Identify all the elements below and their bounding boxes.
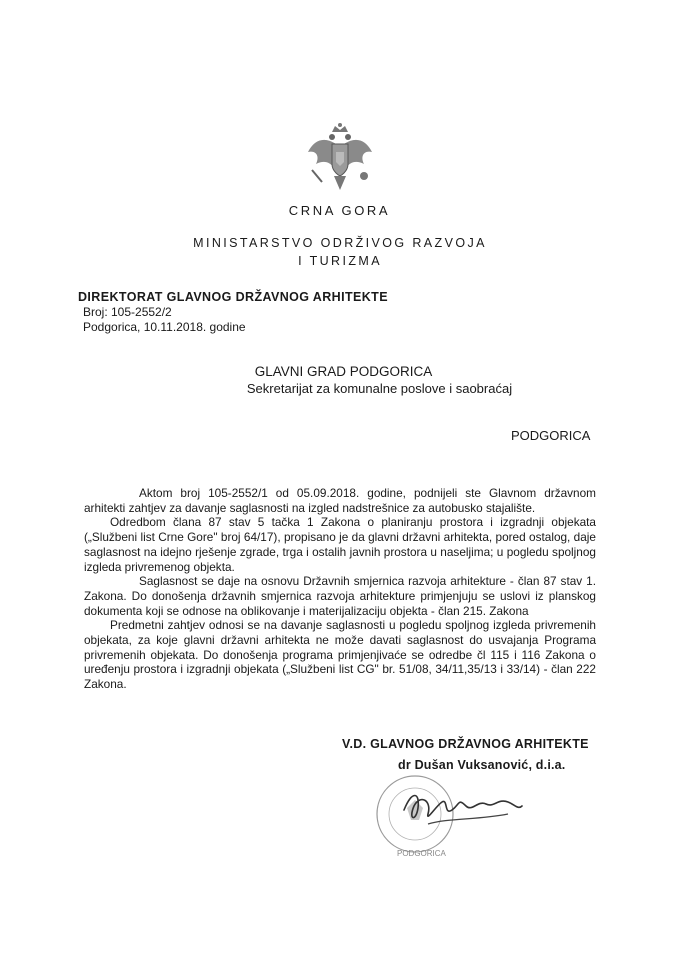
letter-body [84, 486, 596, 692]
directorate-name: DIREKTORAT GLAVNOG DRŽAVNOG ARHITEKTE [78, 290, 388, 304]
country-heading: CRNA GORA [288, 203, 391, 218]
coat-of-arms-icon [302, 122, 378, 194]
body-paragraph: Saglasnost se daje na osnovu Državnih smjernica razvoja arhitekture - član 87 stav 1. Zakona. Do donošenja državnih smjernica razvoja arhitekture primjenjuju se uslovi iz planskog dokumenta koji se odnose na oblikovanje i materijalizaciju objekta - član 215. Zakona [84, 574, 596, 618]
recipient-name: GLAVNI GRAD PODGORICA [254, 364, 433, 379]
ministry-name-line2: I TURIZMA [298, 254, 382, 268]
handwritten-signature-icon [398, 780, 528, 835]
ministry-name-line1: MINISTARSTVO ODRŽIVOG RAZVOJA [193, 236, 487, 250]
seal-text: PODGORICA [397, 849, 446, 858]
recipient-city: PODGORICA [511, 428, 591, 443]
document-number: Broj: 105-2552/2 [83, 305, 172, 319]
signatory-name: dr Dušan Vuksanović, d.i.a. [398, 758, 566, 772]
recipient-department: Sekretarijat za komunalne poslove i saobraćaj [246, 381, 513, 396]
body-paragraph: Predmetni zahtjev odnosi se na davanje saglasnosti u pogledu spoljnog izgleda privremenih objekata, za koje glavni državni arhitekta ne može davati saglasnost do usvajanja Programa privremenih objekata. Do donošenja programa primjenjivaće se odredbe čl 115 i 116 Zakona o uređenju prostora i izgradnji objekata („Službeni list CG" br. 51/08, 34/11,35/13 i 33/14) - član 222 Zakona. [84, 618, 596, 692]
body-paragraph: Odredbom člana 87 stav 5 tačka 1 Zakona o planiranju prostora i izgradnji objekata („Službeni list Crne Gore" broj 64/17), propisano je da glavni državni arhitekta, pored ostalog, daje saglasnost na idejno rješenje zgrade, trga i ostalih javnih prostora u naseljima; u pogledu spoljnog izgleda privremenog objekta. [84, 515, 596, 574]
signatory-title: V.D. GLAVNOG DRŽAVNOG ARHITEKTE [342, 737, 589, 751]
place-date: Podgorica, 10.11.2018. godine [83, 320, 246, 334]
body-paragraph: Aktom broj 105-2552/1 od 05.09.2018. godine, podnijeli ste Glavnom državnom arhitekti zahtjev za davanje saglasnosti na izgled nadstrešnice za autobusko stajalište. [84, 486, 596, 515]
